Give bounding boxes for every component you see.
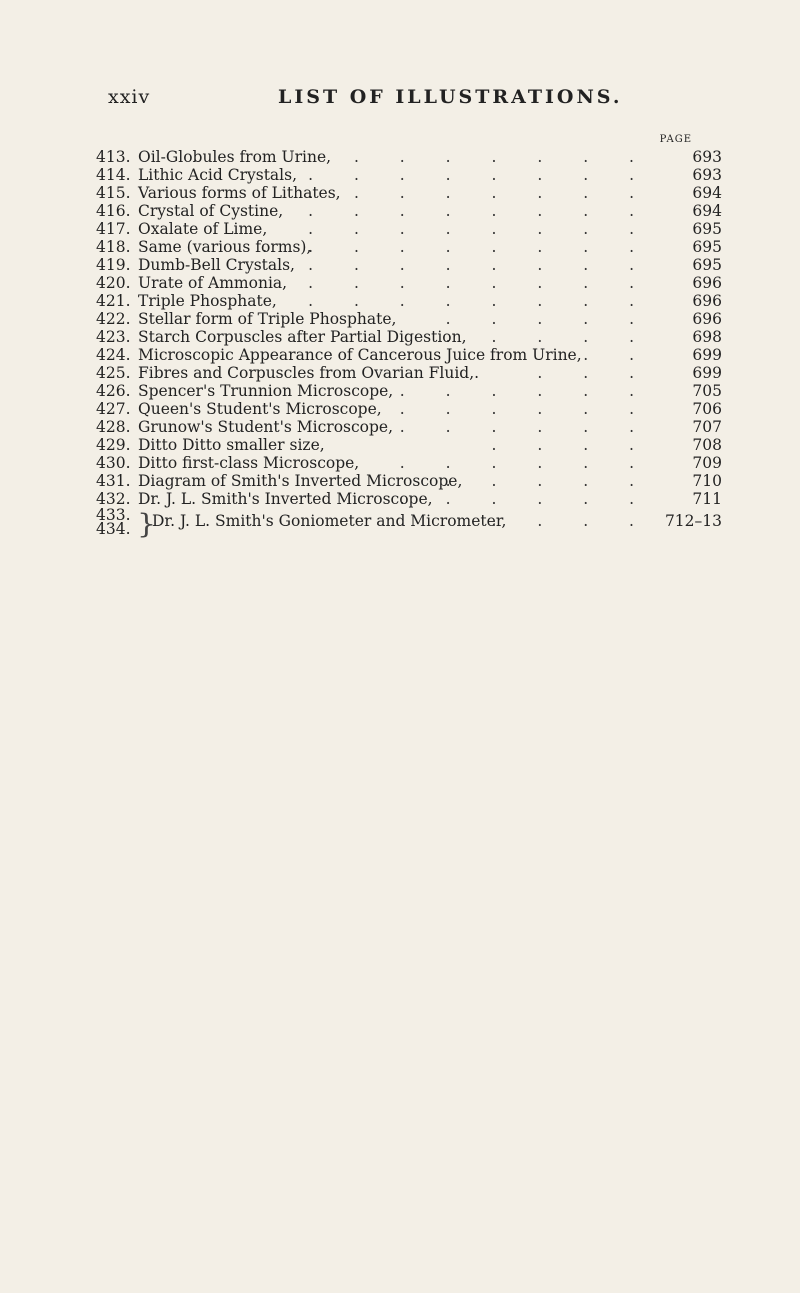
entry-title: Grunow's Student's Microscope,: [138, 418, 394, 436]
entry-number: 427.: [96, 400, 131, 418]
list-item: [96, 472, 722, 490]
leader-dots: . . . . . . . .: [308, 274, 652, 292]
leader-dots: . . . . .: [445, 472, 652, 490]
leader-dots: . . . . .: [445, 328, 652, 346]
list-item: [96, 166, 722, 184]
leader-dots: . . . . . . . .: [308, 256, 652, 274]
list-item: [96, 454, 722, 472]
list-item: [96, 346, 722, 364]
list-item: [96, 274, 722, 292]
page-folio: xxiv: [108, 86, 151, 108]
entry-number: 430.: [96, 454, 131, 472]
entry-title: Queen's Student's Microscope,: [138, 400, 382, 418]
entry-number: 413.: [96, 148, 131, 166]
page-header: [108, 86, 728, 116]
leader-dots: . . . . . . . .: [308, 220, 652, 238]
leader-dots: . . . . . .: [399, 454, 652, 472]
list-item: [96, 418, 722, 436]
entry-number: 420.: [96, 274, 131, 292]
entry-page: 696: [692, 310, 722, 328]
leader-dots: . . . . . . . . .: [262, 238, 652, 256]
list-item-grouped: [96, 508, 722, 548]
entry-page: 706: [692, 400, 722, 418]
leader-dots: . . . . . . . .: [308, 166, 652, 184]
list-item: [96, 328, 722, 346]
entry-title: Microscopic Appearance of Cancerous Juice from Urine,: [138, 346, 582, 364]
entry-title: Stellar form of Triple Phosphate,: [138, 310, 397, 328]
brace-glyph: }: [137, 508, 157, 541]
entry-page: 708: [692, 436, 722, 454]
entry-number: 417.: [96, 220, 131, 238]
leader-dots: . . . . . . . .: [308, 292, 652, 310]
entry-number: 421.: [96, 292, 131, 310]
entry-title: Crystal of Cystine,: [138, 202, 284, 220]
list-item: [96, 238, 722, 256]
entry-title: Fibres and Corpuscles from Ovarian Fluid,.: [138, 364, 480, 382]
entry-number: 424.: [96, 346, 131, 364]
entry-title: Diagram of Smith's Inverted Microscope,: [138, 472, 463, 490]
entry-number: 418.: [96, 238, 131, 256]
entry-number: 429.: [96, 436, 131, 454]
list-item: [96, 382, 722, 400]
entry-number: 431.: [96, 472, 131, 490]
entry-title: Ditto Ditto smaller size,: [138, 436, 325, 454]
leader-dots: . . . . .: [445, 310, 652, 328]
entry-page: 698: [692, 328, 722, 346]
list-item: [96, 364, 722, 382]
entry-page: 696: [692, 292, 722, 310]
leader-dots: . . . . . .: [399, 382, 652, 400]
leader-dots: . . . .: [491, 436, 652, 454]
entry-page: 699: [692, 364, 722, 382]
list-item: [96, 148, 722, 166]
entry-number: 415.: [96, 184, 131, 202]
entry-page: 696: [692, 274, 722, 292]
entry-page: 707: [692, 418, 722, 436]
entry-page: 710: [692, 472, 722, 490]
entry-page: 699: [692, 346, 722, 364]
list-item: [96, 292, 722, 310]
leader-dots: . . . . . .: [399, 400, 652, 418]
leader-dots: . . . . . . .: [353, 148, 652, 166]
page-column-label: PAGE: [659, 134, 692, 145]
entry-title: Same (various forms),: [138, 238, 312, 256]
entry-number: 432.: [96, 490, 131, 508]
entry-title: Ditto first-class Microscope,: [138, 454, 360, 472]
entry-title: Lithic Acid Crystals,: [138, 166, 297, 184]
entry-number: 433.: [96, 506, 131, 524]
list-item: [96, 184, 722, 202]
entry-number: 419.: [96, 256, 131, 274]
entry-number: 434.: [96, 520, 131, 538]
entry-number: 425.: [96, 364, 131, 382]
entry-page: 695: [692, 220, 722, 238]
entry-page: 693: [692, 148, 722, 166]
entry-title: Urate of Ammonia,: [138, 274, 288, 292]
running-title: LIST OF ILLUSTRATIONS.: [278, 86, 623, 108]
entry-title: Starch Corpuscles after Partial Digestion,: [138, 328, 467, 346]
entry-title: Spencer's Trunnion Microscope,: [138, 382, 394, 400]
entry-number: 423.: [96, 328, 131, 346]
list-item: [96, 202, 722, 220]
list-item: [96, 310, 722, 328]
entry-page: 694: [692, 184, 722, 202]
entry-page: 705: [692, 382, 722, 400]
entry-page: 709: [692, 454, 722, 472]
entry-title: Oxalate of Lime,: [138, 220, 268, 238]
entry-title: Oil-Globules from Urine,: [138, 148, 332, 166]
leader-dots: . . . . . . . .: [308, 184, 652, 202]
entry-page: 693: [692, 166, 722, 184]
list-item: [96, 436, 722, 454]
leader-dots: . . . . . .: [399, 490, 652, 508]
list-item: [96, 400, 722, 418]
entry-title: Dumb-Bell Crystals,: [138, 256, 295, 274]
entry-number: 414.: [96, 166, 131, 184]
list-item: [96, 490, 722, 508]
entry-title: Triple Phosphate,: [138, 292, 277, 310]
entry-title: Dr. J. L. Smith's Inverted Microscope,: [138, 490, 433, 508]
leader-dots: . . .: [537, 364, 652, 382]
list-item: [96, 220, 722, 238]
entry-page: 695: [692, 238, 722, 256]
entry-page: 694: [692, 202, 722, 220]
illustration-list: [96, 148, 722, 548]
leader-dots: . . . .: [491, 512, 652, 530]
entry-page: 695: [692, 256, 722, 274]
entry-title: Various forms of Lithates,: [138, 184, 341, 202]
entry-number: 426.: [96, 382, 131, 400]
leader-dots: . . . . . . . .: [308, 202, 652, 220]
leader-dots: . .: [583, 346, 652, 364]
entry-number: 428.: [96, 418, 131, 436]
entry-title: Dr. J. L. Smith's Goniometer and Micrometer,: [152, 512, 507, 530]
entry-number: 422.: [96, 310, 131, 328]
entry-number: 416.: [96, 202, 131, 220]
entry-page: 712–13: [664, 512, 722, 530]
list-item: [96, 256, 722, 274]
entry-page: 711: [692, 490, 722, 508]
leader-dots: . . . . . .: [399, 418, 652, 436]
